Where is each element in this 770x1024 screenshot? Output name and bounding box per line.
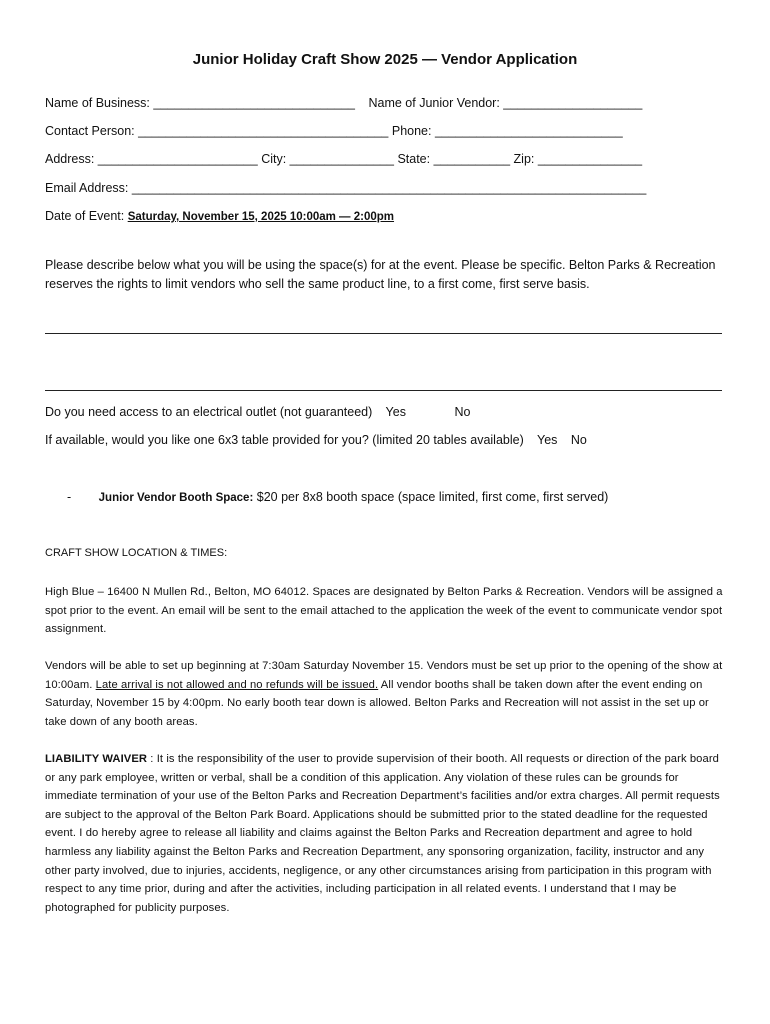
booth-space-text: $20 per 8x8 booth space (space limited, first come, first served)	[256, 490, 609, 504]
address-row	[45, 152, 642, 166]
setup-paragraph	[45, 657, 723, 731]
electrical-yes-option[interactable]: Yes	[385, 405, 406, 419]
event-date-label: Date of Event:	[45, 209, 128, 223]
location-heading: CRAFT SHOW LOCATION & TIMES:	[45, 547, 228, 559]
electrical-no-option[interactable]: No	[454, 405, 471, 419]
liability-waiver	[45, 750, 723, 917]
contact-row	[45, 124, 623, 138]
setup-text-a: Vendors will be able to set up beginning at 7:30am Saturday November 15. Vendors must be set up prior to the opening of the show at 10:00am.	[45, 660, 723, 691]
electrical-question-text: Do you need access to an electrical outlet (not guaranteed)	[45, 405, 373, 419]
table-question	[45, 433, 587, 447]
booth-space-label: Junior Vendor Booth Space:	[98, 492, 254, 504]
booth-bullet: -	[67, 490, 72, 504]
late-arrival-notice: Late arrival is not allowed and no refunds will be issued.	[95, 678, 379, 691]
location-paragraph	[45, 583, 723, 639]
describe-instructions: Please describe below what you will be using the space(s) for at the event. Please be specific. Belton Parks & Recreation reserves the rights to limit vendors who sell the same product line, to a first come, first serve basis.	[45, 258, 716, 291]
contact-person-field[interactable]: Contact Person: ____________________________________	[45, 124, 389, 138]
describe-answer-line-2[interactable]	[45, 390, 722, 391]
liability-waiver-label: LIABILITY WAIVER	[45, 753, 148, 765]
event-date-row	[45, 209, 394, 223]
page-title: Junior Holiday Craft Show 2025 — Vendor Application	[192, 51, 578, 68]
table-question-text: If available, would you like one 6x3 table provided for you? (limited 20 tables available)	[45, 433, 524, 447]
city-field[interactable]: City: _______________	[261, 152, 394, 166]
electrical-question	[45, 405, 470, 419]
describe-answer-line-1[interactable]	[45, 333, 722, 334]
email-field[interactable]: Email Address: __________________________________________________________________________	[45, 181, 647, 195]
event-date-value: Saturday, November 15, 2025 10:00am — 2:00pm	[127, 211, 395, 223]
address-field[interactable]: Address: _______________________	[45, 152, 258, 166]
business-row	[45, 96, 642, 110]
location-details: Spaces are designated by Belton Parks & Recreation. Vendors will be assigned a spot prior to the event. An email will be sent to the email attached to the application the week of the event to communicate vendor spot assignment.	[45, 586, 723, 636]
table-no-option[interactable]: No	[570, 433, 587, 447]
state-field[interactable]: State: ___________	[397, 152, 511, 166]
junior-vendor-name-field[interactable]: Name of Junior Vendor: ____________________	[368, 96, 643, 110]
table-yes-option[interactable]: Yes	[537, 433, 558, 447]
business-name-field[interactable]: Name of Business: _____________________________	[45, 96, 355, 110]
setup-text-b: All vendor booths shall be taken down after the event ending on Saturday, November 15 by 4:00pm. No early booth tear down is allowed. Belton Parks and Recreation will not assist in the set up or take down of any booth areas.	[45, 678, 709, 728]
location-address: High Blue – 16400 N Mullen Rd., Belton, MO 64012.	[45, 586, 310, 598]
liability-waiver-text: : It is the responsibility of the user to provide supervision of their booth. All requests or direction of the park board or any park employee, written or verbal, shall be a condition of this application. Any violation of these rules can be grounds for immediate termination of your use of the Belton Parks and Recreation Department’s facilities and/or extra charges. All permit requests are subject to the approval of the Belton Park Board. Applications should be submitted prior to the stated deadline for the requested event. I do hereby agree to release all liability and claims against the Belton Parks and Recreation department and agree to hold harmless any liability against the Belton Parks and Recreation Department, any sponsoring organization, facility, instructor and any other party involved, due to injuries, accidents, negligence, or any other circumstances arising from participation in this program with respect to any time prior, during and after the activities, including participation in all related events. I understand that I may be photographed for publicity purposes.	[45, 753, 720, 914]
zip-field[interactable]: Zip: _______________	[513, 152, 643, 166]
booth-space-item	[67, 490, 608, 504]
phone-field[interactable]: Phone: ___________________________	[391, 124, 623, 138]
